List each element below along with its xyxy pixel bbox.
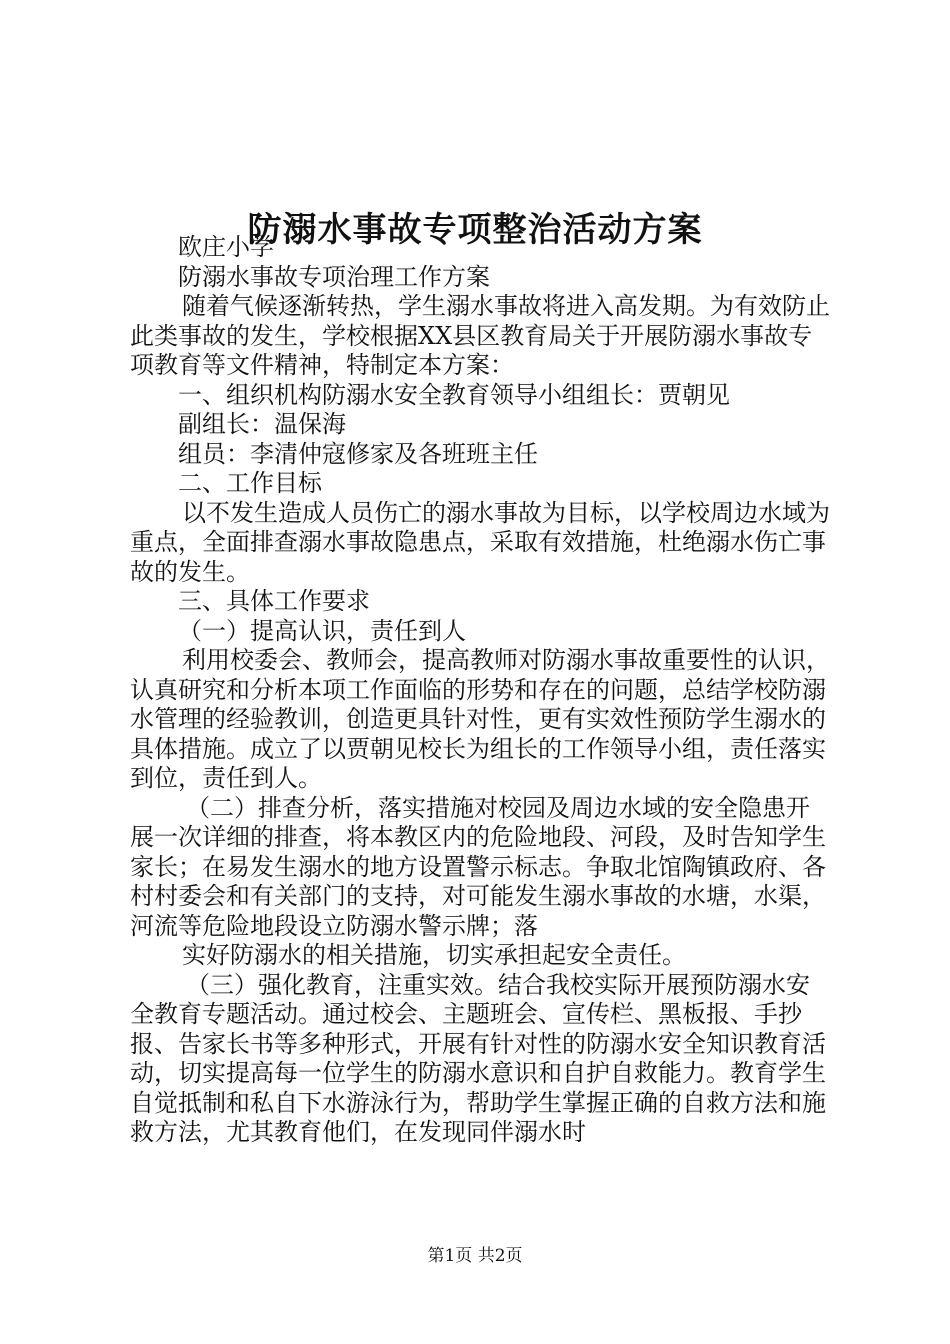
section-organization: 一、组织机构防溺水安全教育领导小组组长：贾朝见: [178, 380, 730, 409]
subsection-one: （一）提高认识，责任到人: [178, 616, 466, 645]
document-title: 防溺水事故专项整治活动方案: [247, 209, 703, 250]
document-body: [130, 233, 830, 1148]
goals-paragraph: 以不发生造成人员伤亡的溺水事故为目标，以学校周边水域为重点，全面排查溺水事故隐患点，采取有效措施，杜绝溺水伤亡事故的发生。: [130, 498, 830, 586]
plan-subtitle: 防溺水事故专项治理工作方案: [178, 262, 490, 291]
intro-paragraph: 随着气候逐渐转热，学生溺水事故将进入高发期。为有效防止此类事故的发生，学校根据XX县区教育局关于开展防溺水事故专项教育等文件精神，特制定本方案：: [130, 292, 830, 379]
subsection-one-paragraph: 利用校委会、教师会，提高教师对防溺水事故重要性的认识，认真研究和分析本项工作面临的形势和存在的问题，总结学校防溺水管理的经验教训，创造更具针对性，更有实效性预防学生溺水的具体措施。成立了以贾朝见校长为组长的工作领导小组，责任落实到位，责任到人。: [130, 646, 830, 792]
section-goals: 二、工作目标: [178, 469, 322, 497]
section-requirements: 三、具体工作要求: [178, 587, 370, 615]
subsection-two-paragraph: （二）排查分析，落实措施对校园及周边水域的安全隐患开展一次详细的排查，将本教区内的危险地段、河段，及时告知学生家长；在易发生溺水的地方设置警示标志。争取北馆陶镇政府、各村村委会和有关部门的支持，对可能发生溺水事故的水塘，水渠，河流等危险地段设立防溺水警示牌；落: [130, 793, 826, 940]
subsection-two-continuation: 实好防溺水的相关措施，切实承担起安全责任。: [182, 941, 686, 969]
subsection-three-paragraph: （三）强化教育，注重实效。结合我校实际开展预防溺水安全教育专题活动。通过校会、主题班会、宣传栏、黑板报、手抄报、告家长书等多种形式，开展有针对性的防溺水安全知识教育活动，切实提高每一位学生的防溺水意识和自护自救能力。教育学生自觉抵制和私自下水游泳行为，帮助学生掌握正确的自救方法和施救方法，尤其教育他们，在发现同伴溺水时: [130, 970, 826, 1146]
page-footer: 第1页 共2页: [427, 1246, 523, 1266]
members: 组员：李清仲寇修家及各班班主任: [178, 439, 538, 468]
deputy-leader: 副组长：温保海: [178, 410, 346, 438]
school-name: 欧庄小学: [178, 233, 274, 261]
